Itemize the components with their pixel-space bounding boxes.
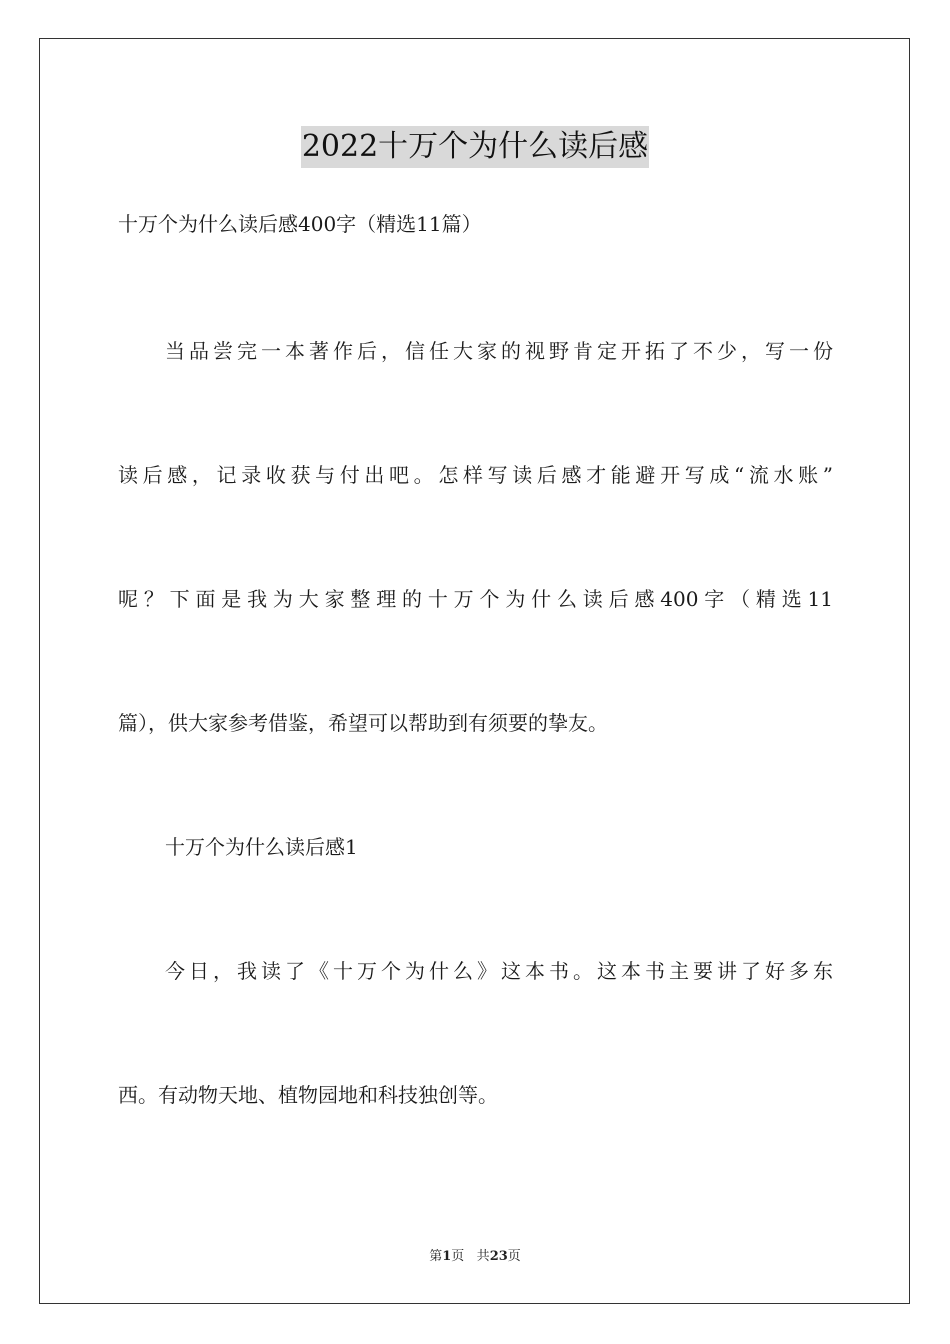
paragraph-line: 今日，我读了《十万个为什么》这本书。这本书主要讲了好多东 [165, 959, 833, 983]
footer-total-suffix: 页 [507, 1249, 521, 1264]
page-footer [0, 1248, 950, 1266]
title-container [0, 126, 950, 168]
paragraph-line: 西。有动物天地、植物园地和科技独创等。 [118, 1083, 498, 1107]
section-heading: 十万个为什么读后感1 [165, 835, 358, 859]
footer-total-number: 23 [489, 1249, 508, 1264]
paragraph-line: 当品尝完一本著作后，信任大家的视野肯定开拓了不少，写一份 [165, 339, 833, 363]
footer-total-prefix: 共 [476, 1249, 490, 1264]
document-title: 2022十万个为什么读后感 [301, 126, 649, 168]
subtitle-line: 十万个为什么读后感400字（精选11篇） [118, 212, 482, 236]
footer-page-prefix: 第 [429, 1249, 443, 1264]
paragraph-line: 读后感，记录收获与付出吧。怎样写读后感才能避开写成“流水账” [118, 463, 833, 487]
paragraph-line: 篇），供大家参考借鉴，希望可以帮助到有须要的挚友。 [118, 711, 608, 735]
footer-page-suffix: 页 [451, 1249, 465, 1264]
paragraph-line: 呢？下面是我为大家整理的十万个为什么读后感400字（精选11 [118, 587, 833, 611]
footer-page-number: 1 [442, 1249, 452, 1264]
